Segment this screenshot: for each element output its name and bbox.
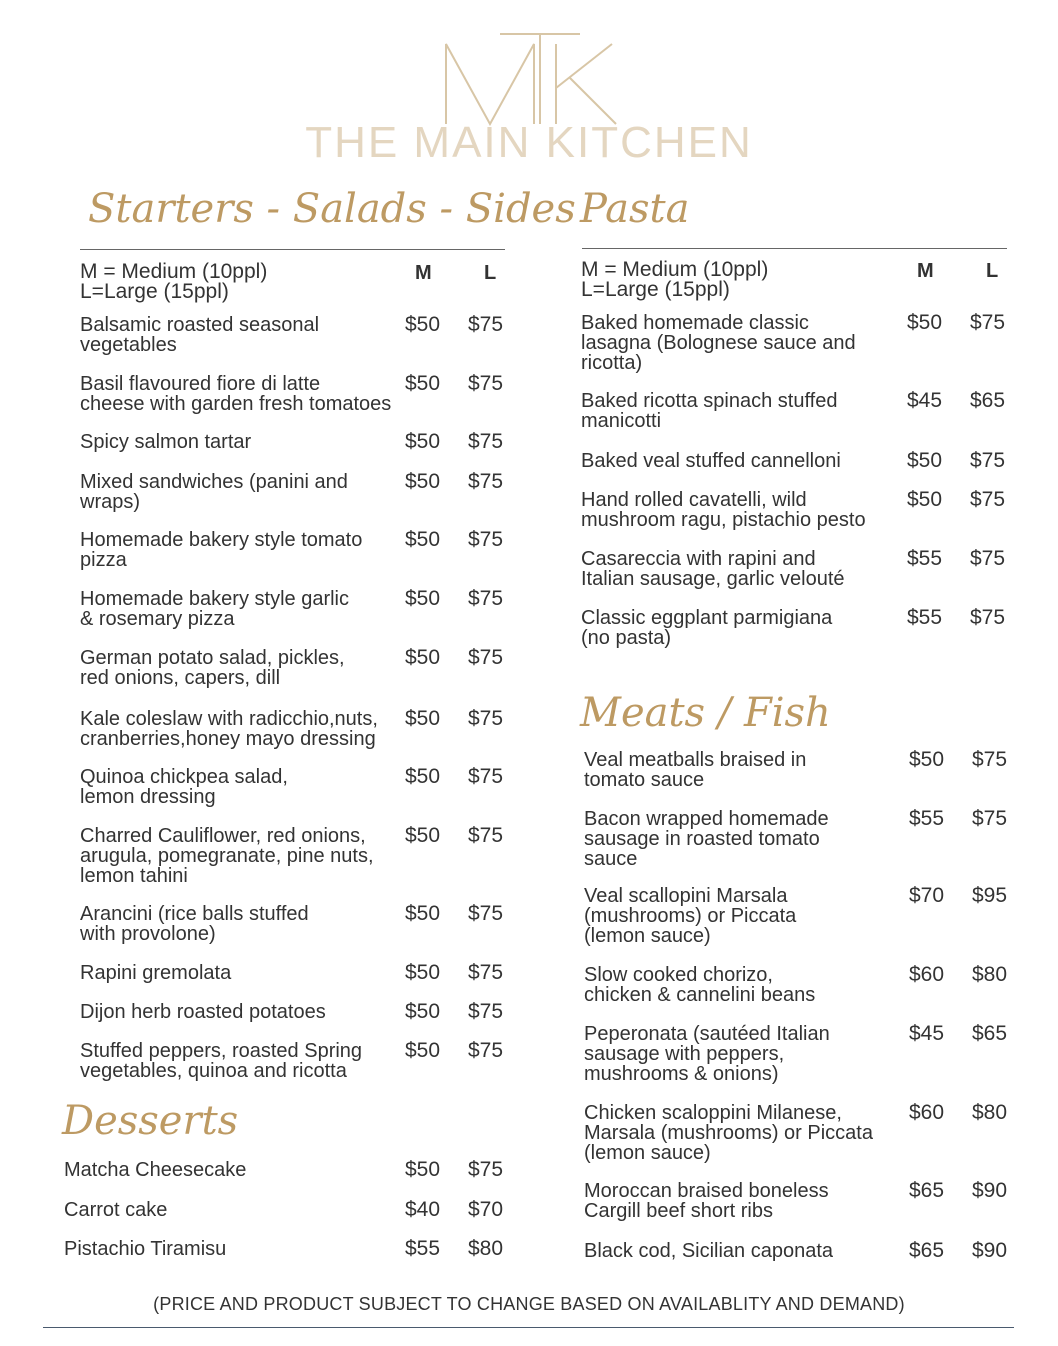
menu-item-name-line: Balsamic roasted seasonal xyxy=(80,314,320,336)
price-large: $90 xyxy=(972,1239,1008,1262)
menu-item-name-line: Peperonata (sautéed Italian xyxy=(584,1023,830,1045)
price-medium: $50 xyxy=(405,528,441,551)
price-large: $75 xyxy=(468,961,504,984)
menu-item-name-line: Dijon herb roasted potatoes xyxy=(80,1001,326,1023)
menu-item-name xyxy=(581,391,837,431)
menu-item-name-line: vegetables xyxy=(80,334,177,356)
menu-item-name-line: cheese with garden fresh tomatoes xyxy=(80,393,392,415)
price-large: $75 xyxy=(468,765,504,788)
menu-item-name-line: Rapini gremolata xyxy=(80,962,232,984)
menu-item-name xyxy=(80,530,362,570)
menu-item-name-line: (no pasta) xyxy=(581,627,672,649)
menu-item-name-line: Veal scallopini Marsala xyxy=(584,885,788,907)
menu-item-name-line: Quinoa chickpea salad, xyxy=(80,766,288,788)
menu-item-name-line: Mixed sandwiches (panini and xyxy=(80,471,348,493)
menu-item-name-line: Hand rolled cavatelli, wild xyxy=(581,489,807,511)
menu-item-name xyxy=(80,767,288,807)
price-medium: $55 xyxy=(907,606,943,629)
menu-item-name-line: Marsala (mushrooms) or Piccata xyxy=(584,1122,873,1144)
menu-item-name-line: sauce xyxy=(584,848,638,870)
brand-name: THE MAIN KITCHEN xyxy=(305,118,753,167)
menu-item-name-line: arugula, pomegranate, pine nuts, xyxy=(80,845,374,867)
price-large: $75 xyxy=(468,707,504,730)
menu-item-name-line: manicotti xyxy=(581,410,662,432)
price-medium: $60 xyxy=(909,1101,945,1124)
menu-item-name-line: Arancini (rice balls stuffed xyxy=(80,903,309,925)
menu-item-name xyxy=(584,809,829,869)
price-large: $95 xyxy=(972,884,1008,907)
price-medium: $50 xyxy=(405,1158,441,1181)
starters-col-m: M xyxy=(415,262,432,284)
menu-item-name xyxy=(584,886,796,946)
menu-item-name-line: lemon dressing xyxy=(80,786,216,808)
menu-item-name xyxy=(80,963,231,983)
menu-item-name-line: mushrooms & onions) xyxy=(584,1063,779,1085)
legend-large: L=Large (15ppl) xyxy=(80,280,229,303)
menu-item-name-line: Homemade bakery style tomato xyxy=(80,529,363,551)
price-medium: $50 xyxy=(907,449,943,472)
price-large: $75 xyxy=(468,313,504,336)
menu-item-name xyxy=(80,1041,362,1081)
price-large: $75 xyxy=(468,587,504,610)
menu-item-name-line: (lemon sauce) xyxy=(584,925,711,947)
price-medium: $65 xyxy=(909,1179,945,1202)
menu-item-name xyxy=(581,549,845,589)
menu-item-name-line: chicken & cannelini beans xyxy=(584,984,816,1006)
menu-item-name-line: (lemon sauce) xyxy=(584,1142,711,1164)
menu-item-name-line: Slow cooked chorizo, xyxy=(584,964,773,986)
price-medium: $50 xyxy=(405,961,441,984)
footer-disclaimer: (PRICE AND PRODUCT SUBJECT TO CHANGE BASED ON AVAILABLITY AND DEMAND) xyxy=(153,1294,905,1314)
menu-item-name-line: Pistachio Tiramisu xyxy=(64,1238,227,1260)
menu-item-name xyxy=(581,608,832,648)
price-large: $75 xyxy=(468,1039,504,1062)
price-medium: $50 xyxy=(405,646,441,669)
price-medium: $40 xyxy=(405,1198,441,1221)
price-medium: $50 xyxy=(405,313,441,336)
menu-item-name xyxy=(64,1160,246,1180)
menu-item-name xyxy=(584,1103,873,1163)
menu-item-name xyxy=(584,1024,830,1084)
menu-item-name-line: Italian sausage, garlic velouté xyxy=(581,568,845,590)
price-medium: $50 xyxy=(405,587,441,610)
price-large: $80 xyxy=(972,1101,1008,1124)
price-medium: $50 xyxy=(405,902,441,925)
menu-item-name xyxy=(80,709,378,749)
menu-item-name xyxy=(64,1239,226,1259)
menu-item-name-line: (mushrooms) or Piccata xyxy=(584,905,797,927)
menu-item-name-line: tomato sauce xyxy=(584,769,705,791)
desserts-title: Desserts xyxy=(62,1098,239,1144)
price-medium: $50 xyxy=(405,1039,441,1062)
price-large: $75 xyxy=(970,311,1006,334)
menu-item-name-line: Homemade bakery style garlic xyxy=(80,588,349,610)
price-large: $65 xyxy=(970,389,1006,412)
starters-size-legend xyxy=(80,262,267,302)
price-large: $75 xyxy=(468,528,504,551)
pasta-col-m: M xyxy=(917,260,934,282)
price-large: $75 xyxy=(972,748,1008,771)
menu-item-name xyxy=(80,315,319,355)
menu-item-name xyxy=(80,1002,326,1022)
price-large: $75 xyxy=(970,449,1006,472)
menu-item-name-line: with provolone) xyxy=(80,923,216,945)
price-large: $75 xyxy=(468,824,504,847)
menu-item-name-line: mushroom ragu, pistachio pesto xyxy=(581,509,866,531)
menu-item-name-line: sausage in roasted tomato xyxy=(584,828,820,850)
menu-item-name-line: Classic eggplant parmigiana xyxy=(581,607,833,629)
menu-item-name-line: & rosemary pizza xyxy=(80,608,235,630)
pasta-size-legend xyxy=(581,260,768,300)
menu-item-name-line: ricotta) xyxy=(581,352,643,374)
menu-item-name-line: Charred Cauliflower, red onions, xyxy=(80,825,366,847)
menu-item-name-line: Spicy salmon tartar xyxy=(80,431,252,453)
price-medium: $50 xyxy=(405,470,441,493)
menu-item-name-line: sausage with peppers, xyxy=(584,1043,785,1065)
price-medium: $50 xyxy=(907,488,943,511)
price-large: $75 xyxy=(468,646,504,669)
menu-item-name-line: Bacon wrapped homemade xyxy=(584,808,829,830)
menu-item-name xyxy=(64,1200,167,1220)
menu-item-name-line: vegetables, quinoa and ricotta xyxy=(80,1060,347,1082)
menu-item-name xyxy=(584,1181,829,1221)
menu-item-name-line: German potato salad, pickles, xyxy=(80,647,345,669)
price-medium: $55 xyxy=(907,547,943,570)
menu-item-name-line: Matcha Cheesecake xyxy=(64,1159,247,1181)
starters-divider xyxy=(80,249,505,250)
legend-medium: M = Medium (10ppl) xyxy=(80,260,268,283)
menu-item-name-line: Chicken scaloppini Milanese, xyxy=(584,1102,842,1124)
menu-item-name-line: pizza xyxy=(80,549,127,571)
price-medium: $65 xyxy=(909,1239,945,1262)
menu-item-name-line: lasagna (Bolognese sauce and xyxy=(581,332,856,354)
pasta-col-l: L xyxy=(986,260,999,282)
price-large: $75 xyxy=(468,1158,504,1181)
menu-item-name xyxy=(80,374,391,414)
starters-title: Starters - Salads - Sides xyxy=(88,186,576,232)
starters-col-l: L xyxy=(484,262,497,284)
menu-item-name-line: Casareccia with rapini and xyxy=(581,548,816,570)
price-medium: $70 xyxy=(909,884,945,907)
menu-item-name-line: cranberries,honey mayo dressing xyxy=(80,728,376,750)
menu-item-name xyxy=(80,826,374,886)
price-medium: $50 xyxy=(405,372,441,395)
menu-item-name-line: Cargill beef short ribs xyxy=(584,1200,773,1222)
menu-item-name-line: lemon tahini xyxy=(80,865,188,887)
price-large: $75 xyxy=(468,372,504,395)
menu-item-name-line: Black cod, Sicilian caponata xyxy=(584,1240,834,1262)
price-medium: $50 xyxy=(909,748,945,771)
pasta-title: Pasta xyxy=(580,186,690,232)
meats-title: Meats / Fish xyxy=(580,690,831,736)
price-medium: $55 xyxy=(405,1237,441,1260)
mtk-monogram-icon xyxy=(430,26,630,126)
menu-item-name xyxy=(584,965,815,1005)
menu-item-name-line: Kale coleslaw with radicchio,nuts, xyxy=(80,708,378,730)
menu-item-name-line: Carrot cake xyxy=(64,1199,168,1221)
menu-item-name xyxy=(584,750,806,790)
menu-item-name-line: Basil flavoured fiore di latte xyxy=(80,373,321,395)
price-large: $75 xyxy=(468,902,504,925)
menu-item-name xyxy=(80,589,349,629)
price-medium: $50 xyxy=(405,1000,441,1023)
menu-item-name xyxy=(80,904,309,944)
price-large: $65 xyxy=(972,1022,1008,1045)
menu-item-name-line: Baked ricotta spinach stuffed xyxy=(581,390,838,412)
price-medium: $45 xyxy=(907,389,943,412)
price-large: $80 xyxy=(972,963,1008,986)
price-large: $75 xyxy=(970,606,1006,629)
menu-item-name xyxy=(581,313,856,373)
price-large: $80 xyxy=(468,1237,504,1260)
price-medium: $50 xyxy=(907,311,943,334)
menu-item-name xyxy=(80,472,348,512)
menu-item-name-line: Stuffed peppers, roasted Spring xyxy=(80,1040,363,1062)
price-large: $75 xyxy=(970,488,1006,511)
menu-item-name-line: red onions, capers, dill xyxy=(80,667,281,689)
menu-item-name xyxy=(584,1241,833,1261)
price-medium: $45 xyxy=(909,1022,945,1045)
legend-large: L=Large (15ppl) xyxy=(581,278,730,301)
price-medium: $50 xyxy=(405,430,441,453)
pasta-divider xyxy=(582,248,1007,249)
legend-medium: M = Medium (10ppl) xyxy=(581,258,769,281)
price-medium: $50 xyxy=(405,824,441,847)
menu-item-name xyxy=(80,432,251,452)
menu-item-name xyxy=(581,490,866,530)
price-large: $75 xyxy=(970,547,1006,570)
price-large: $70 xyxy=(468,1198,504,1221)
bottom-divider xyxy=(43,1327,1014,1328)
price-large: $75 xyxy=(468,430,504,453)
menu-item-name xyxy=(80,648,345,688)
menu-item-name-line: Baked homemade classic xyxy=(581,312,809,334)
price-large: $75 xyxy=(468,1000,504,1023)
price-medium: $55 xyxy=(909,807,945,830)
menu-item-name xyxy=(581,451,841,471)
menu-item-name-line: Veal meatballs braised in xyxy=(584,749,807,771)
menu-item-name-line: Baked veal stuffed cannelloni xyxy=(581,450,841,472)
menu-item-name-line: wraps) xyxy=(80,491,141,513)
menu-item-name-line: Moroccan braised boneless xyxy=(584,1180,829,1202)
price-medium: $50 xyxy=(405,707,441,730)
price-large: $90 xyxy=(972,1179,1008,1202)
price-medium: $50 xyxy=(405,765,441,788)
price-large: $75 xyxy=(972,807,1008,830)
price-large: $75 xyxy=(468,470,504,493)
price-medium: $60 xyxy=(909,963,945,986)
